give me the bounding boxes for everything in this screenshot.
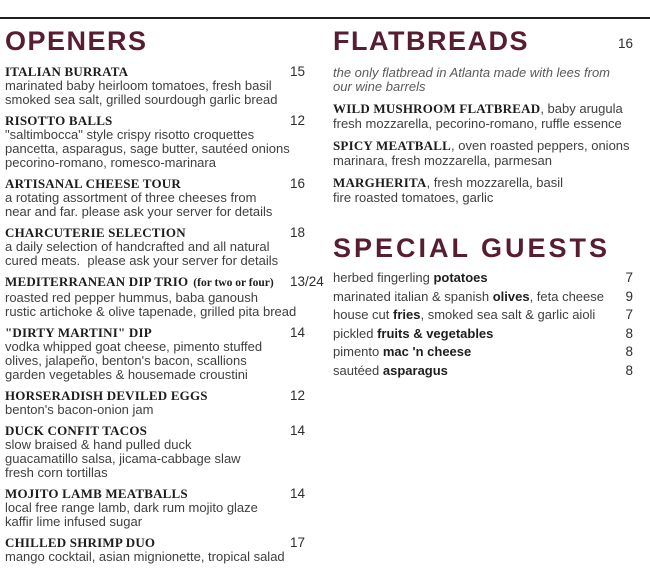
sg-text-bold: fries [393, 307, 421, 322]
flatbreads-header [333, 28, 633, 54]
special-guests-text [333, 325, 493, 344]
sg-text-bold: mac 'n cheese [382, 344, 472, 359]
sg-text-bold: olives [492, 288, 530, 304]
menu-item-name: MEDITERRANEAN DIP TRIO [5, 274, 189, 289]
menu-item-margherita [333, 176, 633, 205]
menu-item-desc-line: "saltimbocca" style crispy risotto croquettes [5, 127, 255, 142]
menu-item-desc-line: kaffir lime infused sugar [5, 514, 143, 529]
flatbreads-title: FLATBREADS [333, 26, 529, 56]
menu-item-price: 15 [290, 64, 306, 79]
menu-item-header [5, 64, 330, 79]
menu-item-header [5, 225, 330, 240]
sg-text-regular: , feta cheese [529, 288, 605, 304]
openers-title: OPENERS [5, 26, 148, 56]
menu-item-price: 14 [290, 423, 306, 438]
sg-text-regular: , smoked sea salt & garlic aioli [420, 307, 596, 322]
top-divider-line [0, 17, 650, 19]
menu-item-mojito-lamb-meatballs [5, 486, 330, 529]
sg-text-regular: house cut [333, 307, 393, 322]
menu-item-price: 8 [625, 344, 633, 359]
menu-item-price: 16 [290, 176, 306, 191]
menu-item-price: 7 [625, 307, 633, 322]
menu-item-desc-line: olives, jalapeño, benton's bacon, scallions [5, 353, 247, 368]
menu-item-name: MOJITO LAMB MEATBALLS [5, 486, 188, 501]
menu-item-name: DUCK CONFIT TACOS [5, 423, 148, 438]
menu-item-desc-line: local free range lamb, dark rum mojito glaze [5, 500, 258, 515]
menu-item-desc-line: fresh corn tortillas [5, 465, 108, 480]
menu-item-desc-inline: , baby arugula [540, 101, 623, 116]
sg-text-bold: potatoes [433, 270, 488, 285]
menu-item-desc-line: garden vegetables & housemade croustini [5, 367, 248, 382]
menu-item-desc-line: roasted red pepper hummus, baba ganoush [5, 290, 258, 305]
menu-item-qualifier: (for two or four) [193, 277, 274, 289]
menu-item-header [333, 176, 633, 191]
menu-item-horseradish-deviled-eggs [5, 388, 330, 417]
menu-item-name: RISOTTO BALLS [5, 113, 113, 128]
menu-item-desc-line: pecorino-romano, romesco-marinara [5, 155, 216, 170]
special-guests-row-fruits-vegetables [333, 325, 633, 344]
flatbreads-price: 16 [617, 36, 633, 51]
menu-item-header [5, 325, 330, 340]
special-guests-row-potatoes [333, 269, 633, 288]
menu-item-name: ITALIAN BURRATA [5, 64, 129, 79]
menu-item-wild-mushroom-flatbread [333, 102, 633, 131]
flatbreads-note-line: the only flatbread in Atlanta made with lees from [333, 65, 610, 80]
menu-item-duck-confit-tacos [5, 423, 330, 480]
menu-item-italian-burrata [5, 64, 330, 107]
menu-item-header [5, 113, 330, 128]
menu-item-header [5, 388, 330, 403]
menu-item-price: 8 [625, 362, 633, 378]
menu-item-header [333, 102, 633, 117]
menu-item-header [5, 535, 330, 550]
menu-item-desc-line: rustic artichoke & olive tapenade, grilled pita bread [5, 304, 297, 319]
flatbreads-note-line: our wine barrels [333, 79, 426, 94]
menu-item-desc-line: mango cocktail, asian mignionette, tropical salad [5, 549, 285, 564]
menu-item-name: HORSERADISH DEVILED EGGS [5, 388, 208, 403]
menu-item-risotto-balls [5, 113, 330, 170]
special-guests-row-asparagus [333, 362, 633, 381]
menu-item-desc-inline: , fresh mozzarella, basil [426, 175, 564, 190]
menu-item-price: 12 [290, 388, 306, 403]
special-guests-row-mac-n-cheese [333, 343, 633, 362]
special-guests-row-fries [333, 306, 633, 325]
menu-item-artisanal-cheese-tour [5, 176, 330, 219]
menu-item-charcuterie-selection [5, 225, 330, 268]
menu-item-desc-line: smoked sea salt, grilled sourdough garlic bread [5, 92, 278, 107]
menu-item-chilled-shrimp-duo [5, 535, 330, 564]
sg-text-bold: asparagus [382, 362, 448, 378]
right-column [333, 28, 633, 380]
menu-item-spicy-meatball [333, 139, 633, 168]
menu-item-price: 17 [290, 535, 306, 550]
menu-item-desc-line: cured meats. please ask your server for details [5, 253, 279, 268]
menu-item-desc-line: marinated baby heirloom tomatoes, fresh basil [5, 78, 272, 93]
menu-item-desc-line: marinara, fresh mozzarella, parmesan [333, 152, 552, 168]
special-guests-text [333, 269, 488, 288]
sg-text-regular: pimento [333, 344, 383, 359]
menu-item-header [5, 176, 330, 191]
sg-text-regular: pickled [333, 325, 378, 341]
menu-item-price: 9 [625, 288, 633, 304]
menu-item-name: ARTISANAL CHEESE TOUR [5, 176, 181, 191]
menu-item-desc-line: fresh mozzarella, pecorino-romano, ruffle essence [333, 115, 622, 131]
menu-item-price: 12 [290, 113, 306, 128]
menu-item-price: 18 [290, 225, 306, 240]
menu-item-desc-line: slow braised & hand pulled duck [5, 437, 192, 452]
menu-item-name: CHILLED SHRIMP DUO [5, 535, 156, 550]
menu-item-name: CHARCUTERIE SELECTION [5, 225, 186, 240]
sg-text-bold: fruits & vegetables [377, 325, 494, 341]
menu-item-header [5, 423, 330, 438]
menu-item-desc-line: pancetta, asparagus, sage butter, sautéed onions [5, 141, 290, 156]
menu-item-desc-line: fire roasted tomatoes, garlic [333, 189, 494, 205]
menu-item-desc-line: guacamatillo salsa, jicama-cabbage slaw [5, 451, 241, 466]
menu-item-header [5, 486, 330, 501]
special-guests-row-olives [333, 288, 633, 307]
menu-item-mediterranean-dip-trio [5, 274, 330, 319]
menu-item-desc-line: near and far. please ask your server for details [5, 204, 273, 219]
menu-item-price: 7 [625, 270, 633, 285]
sg-text-regular: sautéed [333, 362, 383, 378]
sg-text-regular: herbed fingerling [333, 270, 434, 285]
menu-item-desc-inline: , oven roasted peppers, onions [451, 138, 630, 153]
openers-column [5, 28, 330, 570]
menu-item-name: "DIRTY MARTINI" DIP [5, 325, 152, 340]
menu-item-price: 8 [625, 325, 633, 341]
menu-item-desc-line: vodka whipped goat cheese, pimento stuffed [5, 339, 263, 354]
menu-item-desc-line: a daily selection of handcrafted and all natural [5, 239, 270, 254]
menu-item-name: WILD MUSHROOM FLATBREAD [333, 101, 541, 116]
menu-item-price: 14 [290, 325, 306, 340]
menu-item-name: MARGHERITA [333, 175, 427, 190]
menu-item-price: 14 [290, 486, 306, 501]
menu-item-dirty-martini-dip [5, 325, 330, 382]
sg-text-regular: marinated italian & spanish [333, 288, 493, 304]
menu-item-name: SPICY MEATBALL [333, 138, 452, 153]
special-guests-text [333, 343, 471, 362]
menu-item-header [5, 274, 330, 291]
menu-item-desc-line: a rotating assortment of three cheeses from [5, 190, 257, 205]
special-guests-title: SPECIAL GUESTS [333, 233, 611, 263]
special-guests-text [333, 362, 448, 381]
menu-item-desc-line: benton's bacon-onion jam [5, 402, 154, 417]
menu-item-header [333, 139, 633, 154]
menu-item-price: 13/24 [290, 274, 324, 289]
special-guests-text [333, 306, 595, 325]
special-guests-text [333, 288, 604, 307]
